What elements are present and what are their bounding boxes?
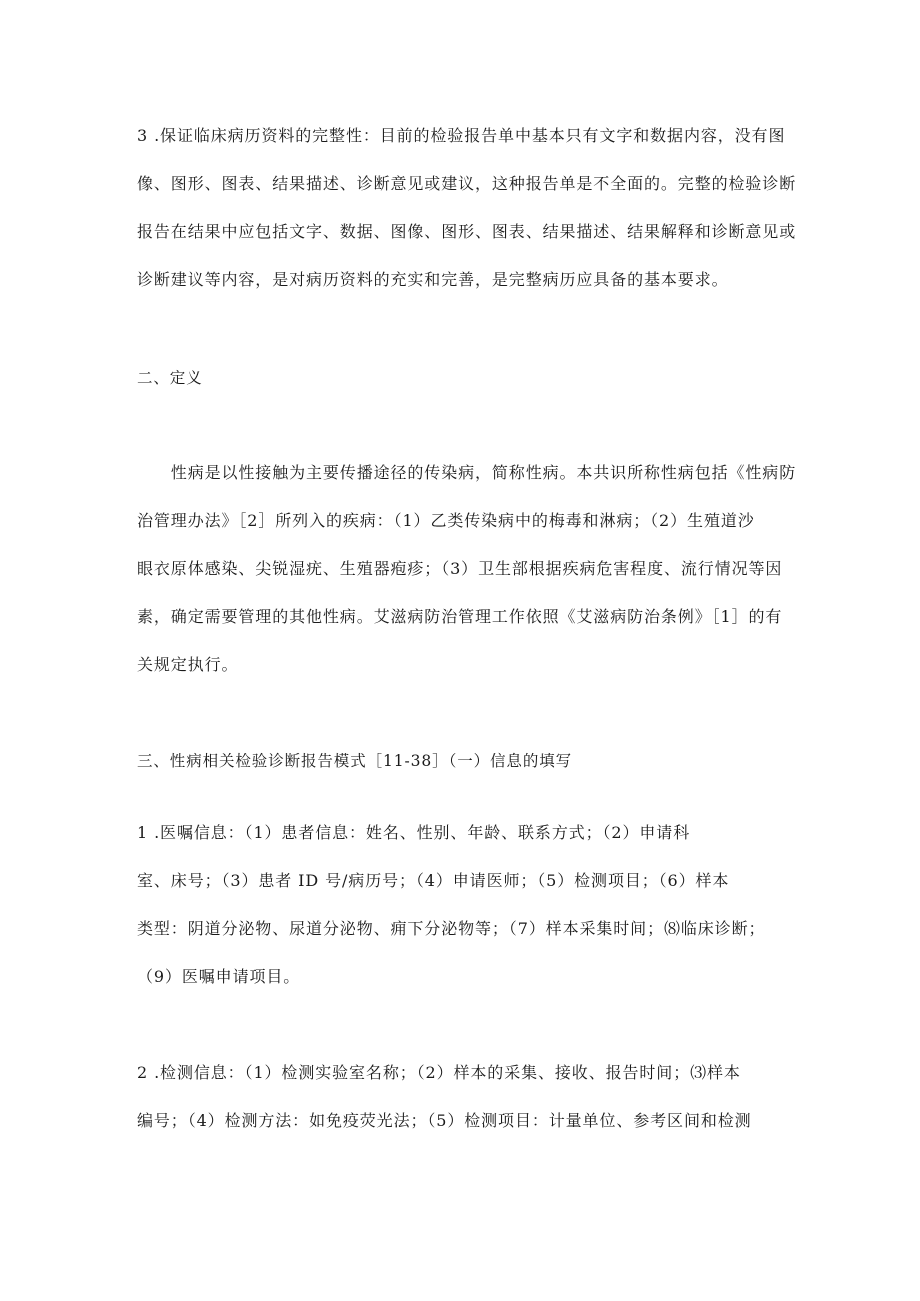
text-line: 1 .医嘱信息：（1）患者信息：姓名、性别、年龄、联系方式；（2）申请科 — [137, 823, 691, 842]
paragraph-record-completeness — [137, 112, 797, 304]
text-line: （9）医嘱申请项目。 — [137, 967, 301, 986]
text-line: 报告在结果中应包括文字、数据、图像、图形、图表、结果描述、结果解释和诊断意见或 — [137, 222, 797, 241]
text-line: 关规定执行。 — [137, 655, 239, 674]
paragraph-definition — [137, 449, 797, 689]
text-line: 编号；（4）检测方法：如免疫荧光法；（5）检测项目：计量单位、参考区间和检测 — [137, 1111, 752, 1130]
paragraph-order-info — [137, 809, 787, 1001]
section-heading-definition — [137, 354, 787, 402]
text-line: 类型：阴道分泌物、尿道分泌物、痈下分泌物等；（7）样本采集时间；⑻临床诊断； — [137, 919, 766, 938]
text-line: 2 .检测信息：（1）检测实验室名称；（2）样本的采集、接收、报告时间；⑶样本 — [137, 1063, 741, 1082]
text-line: 眼衣原体感染、尖锐湿疣、生殖器疱疹；（3）卫生部根据疾病危害程度、流行情况等因 — [137, 559, 783, 578]
text-line: 治管理办法》［2］所列入的疾病：（1）乙类传染病中的梅毒和淋病；（2）生殖道沙 — [137, 511, 755, 530]
text-line: 3 .保证临床病历资料的完整性：目前的检验报告单中基本只有文字和数据内容，没有图 — [137, 126, 786, 145]
heading-text: 二、定义 — [137, 369, 203, 387]
paragraph-test-info — [137, 1049, 787, 1145]
text-line: 诊断建议等内容，是对病历资料的充实和完善，是完整病历应具备的基本要求。 — [137, 270, 729, 289]
text-line: 性病是以性接触为主要传播途径的传染病，简称性病。本共识所称性病包括《性病防 — [137, 463, 797, 482]
text-line: 素，确定需要管理的其他性病。艾滋病防治管理工作依照《艾滋病防治条例》［1］的有 — [137, 607, 783, 626]
text-line: 室、床号；（3）患者 ID 号/病历号；（4）申请医师；（5）检测项目；（6）样本 — [137, 871, 730, 890]
heading-text: 三、性病相关检验诊断报告模式［11-38］（一）信息的填写 — [137, 752, 573, 770]
section-heading-report-mode — [137, 737, 787, 785]
text-line: 像、图形、图表、结果描述、诊断意见或建议，这种报告单是不全面的。完整的检验诊断 — [137, 174, 797, 193]
